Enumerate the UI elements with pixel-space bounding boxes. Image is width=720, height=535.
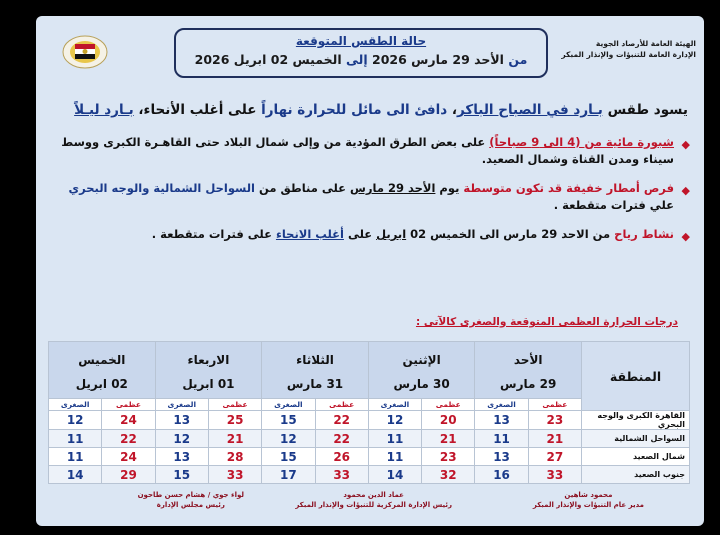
min-temp: 15 xyxy=(262,448,315,466)
day-date: 30 مارس xyxy=(393,377,450,391)
bullet-wind-highlight: نشاط رياح xyxy=(614,227,674,241)
bullet-rain xyxy=(50,180,690,214)
max-label: عظمى xyxy=(102,399,155,411)
min-temp: 12 xyxy=(368,411,421,430)
signatures xyxy=(36,490,704,524)
day-name: الأحد xyxy=(513,353,543,367)
max-temp: 33 xyxy=(208,466,261,484)
min-temp: 12 xyxy=(49,411,102,430)
max-label: عظمى xyxy=(528,399,581,411)
min-label: الصغرى xyxy=(368,399,421,411)
org-line-2: الإدارة العامة للتنبؤات والإنذار المبكر xyxy=(561,50,696,59)
forecast-bullets xyxy=(50,134,690,255)
region-name: القاهرة الكبرى والوجه البحري xyxy=(582,411,690,430)
headline-part-4: دافئ الى مائل للحرارة نهاراً xyxy=(261,102,448,118)
diamond-bullet-icon: ◆ xyxy=(681,184,690,197)
table-row xyxy=(49,411,690,430)
signature-title: مدير عام التنبؤات والإنذار المبكر xyxy=(532,501,644,509)
day-name: الثلاثاء xyxy=(296,353,334,367)
max-temp: 21 xyxy=(528,430,581,448)
min-label: الصغرى xyxy=(475,399,528,411)
max-temp: 22 xyxy=(315,411,368,430)
authority-logo-icon xyxy=(62,34,108,70)
headline-part-2: بـارد في الصباح الباكر xyxy=(456,102,603,118)
max-temp: 33 xyxy=(315,466,368,484)
bullet-fog xyxy=(50,134,690,168)
signature-name: لواء جوي / هشام حسن طاحون xyxy=(137,491,244,499)
day-name: الخميس xyxy=(78,353,126,367)
day-header xyxy=(155,342,262,399)
max-temp: 29 xyxy=(102,466,155,484)
min-temp: 12 xyxy=(262,430,315,448)
signature-block xyxy=(533,490,644,510)
region-name: جنوب الصعيد xyxy=(582,466,690,484)
diamond-bullet-icon: ◆ xyxy=(681,230,690,243)
bullet-fog-highlight: شبورة مائية من (4 الى 9 صباحاً) xyxy=(489,135,674,149)
signature-block xyxy=(138,490,244,510)
max-temp: 22 xyxy=(102,430,155,448)
max-temp: 22 xyxy=(315,430,368,448)
signature-title: رئيس مجلس الإدارة xyxy=(156,501,225,509)
max-temp: 23 xyxy=(528,411,581,430)
forecast-headline xyxy=(68,102,688,118)
bullet-rain-text-a: يوم xyxy=(435,181,464,195)
bullet-rain-text-b: على مناطق من xyxy=(255,181,351,195)
title-box xyxy=(174,28,548,78)
headline-part-5: على أغلب الأنحاء، xyxy=(133,102,262,118)
min-temp: 13 xyxy=(475,411,528,430)
bullet-wind-text-b: على xyxy=(343,227,377,241)
organization-name xyxy=(546,38,696,60)
min-temp: 11 xyxy=(475,430,528,448)
min-temp: 14 xyxy=(368,466,421,484)
max-label: عظمى xyxy=(208,399,261,411)
min-temp: 15 xyxy=(155,466,208,484)
max-temp: 24 xyxy=(102,411,155,430)
max-label: عظمى xyxy=(315,399,368,411)
bullet-rain-area: السواحل الشمالية والوجه البحري xyxy=(68,181,256,195)
max-temp: 26 xyxy=(315,448,368,466)
max-temp: 21 xyxy=(208,430,261,448)
diamond-bullet-icon: ◆ xyxy=(681,138,690,151)
min-temp: 13 xyxy=(475,448,528,466)
min-temp: 12 xyxy=(155,430,208,448)
table-row xyxy=(49,430,690,448)
day-header xyxy=(368,342,475,399)
min-temp: 11 xyxy=(49,430,102,448)
signature-block xyxy=(295,490,452,510)
region-header: المنطقة xyxy=(582,342,690,411)
bullet-wind-area: أغلب الانحاء xyxy=(275,227,344,241)
signature-title: رئيس الإدارة المركزية للتنبؤات والإنذار المبكر xyxy=(295,501,452,509)
region-name: شمال الصعيد xyxy=(582,448,690,466)
min-temp: 11 xyxy=(368,448,421,466)
min-temp: 11 xyxy=(368,430,421,448)
day-header xyxy=(475,342,582,399)
region-name: السواحل الشمالية xyxy=(582,430,690,448)
signature-name: عماد الدين محمود xyxy=(343,491,404,499)
bullet-wind xyxy=(50,226,690,243)
day-name: الإثنين xyxy=(402,353,441,367)
bullet-rain-date: الأحد 29 مارس xyxy=(350,181,436,195)
max-temp: 28 xyxy=(208,448,261,466)
min-temp: 13 xyxy=(155,411,208,430)
max-temp: 24 xyxy=(102,448,155,466)
period-to: إلى xyxy=(346,52,368,67)
min-label: الصغرى xyxy=(155,399,208,411)
bullet-wind-date: ابريل xyxy=(376,227,407,241)
min-temp: 13 xyxy=(155,448,208,466)
page-title: حالة الطقس المتوقعة xyxy=(295,34,427,48)
day-date: 01 ابريل xyxy=(182,377,235,391)
signature-name: محمود شاهين xyxy=(564,491,613,499)
day-date: 29 مارس xyxy=(500,377,557,391)
max-temp: 20 xyxy=(422,411,475,430)
min-temp: 17 xyxy=(262,466,315,484)
min-label: الصغرى xyxy=(49,399,102,411)
table-row xyxy=(49,466,690,484)
period-start: الأحد 29 مارس 2026 xyxy=(372,52,504,67)
period-from: من xyxy=(508,52,528,67)
day-date: 02 ابريل xyxy=(75,377,128,391)
max-temp: 27 xyxy=(528,448,581,466)
max-temp: 23 xyxy=(422,448,475,466)
max-temp: 25 xyxy=(208,411,261,430)
max-temp: 21 xyxy=(422,430,475,448)
headline-part-6: بـارد ليـلاً xyxy=(74,102,134,118)
min-label: الصغرى xyxy=(262,399,315,411)
day-date: 31 مارس xyxy=(286,377,344,391)
temperature-table-title: درجات الحرارة العظمى المتوقعة والصغرى كالآتى : xyxy=(415,316,678,328)
bullet-wind-text-c: على فترات متقطعة . xyxy=(151,227,276,241)
min-temp: 14 xyxy=(49,466,102,484)
period-end: الخميس 02 ابريل 2026 xyxy=(194,52,342,67)
bullet-rain-text-c: علي فترات متقطعة . xyxy=(553,198,674,212)
max-temp: 33 xyxy=(528,466,581,484)
min-temp: 16 xyxy=(475,466,528,484)
org-line-1: الهيئة العامة للأرصاد الجوية xyxy=(595,39,696,48)
bullet-wind-text-a: من الاحد 29 مارس الى الخميس 02 xyxy=(406,227,615,241)
forecast-document xyxy=(36,16,704,526)
bullet-fog-text: على بعض الطرق المؤدية من وإلى شمال البلاد حتى القاهـرة الكبرى ووسط سيناء ومدن القناة وشمال الصعيد. xyxy=(61,135,674,166)
headline-part-1: يسود طقس xyxy=(602,102,688,118)
forecast-period xyxy=(176,52,546,67)
min-temp: 15 xyxy=(262,411,315,430)
day-name: الاربعاء xyxy=(187,353,230,367)
day-header xyxy=(262,342,369,399)
max-temp: 32 xyxy=(422,466,475,484)
table-row xyxy=(49,448,690,466)
max-label: عظمى xyxy=(422,399,475,411)
bullet-rain-highlight: فرص أمطار خفيفة قد تكون متوسطة xyxy=(463,181,674,195)
min-temp: 11 xyxy=(49,448,102,466)
day-header xyxy=(49,342,156,399)
temperature-table xyxy=(48,341,690,484)
headline-part-3: ، xyxy=(447,102,457,118)
